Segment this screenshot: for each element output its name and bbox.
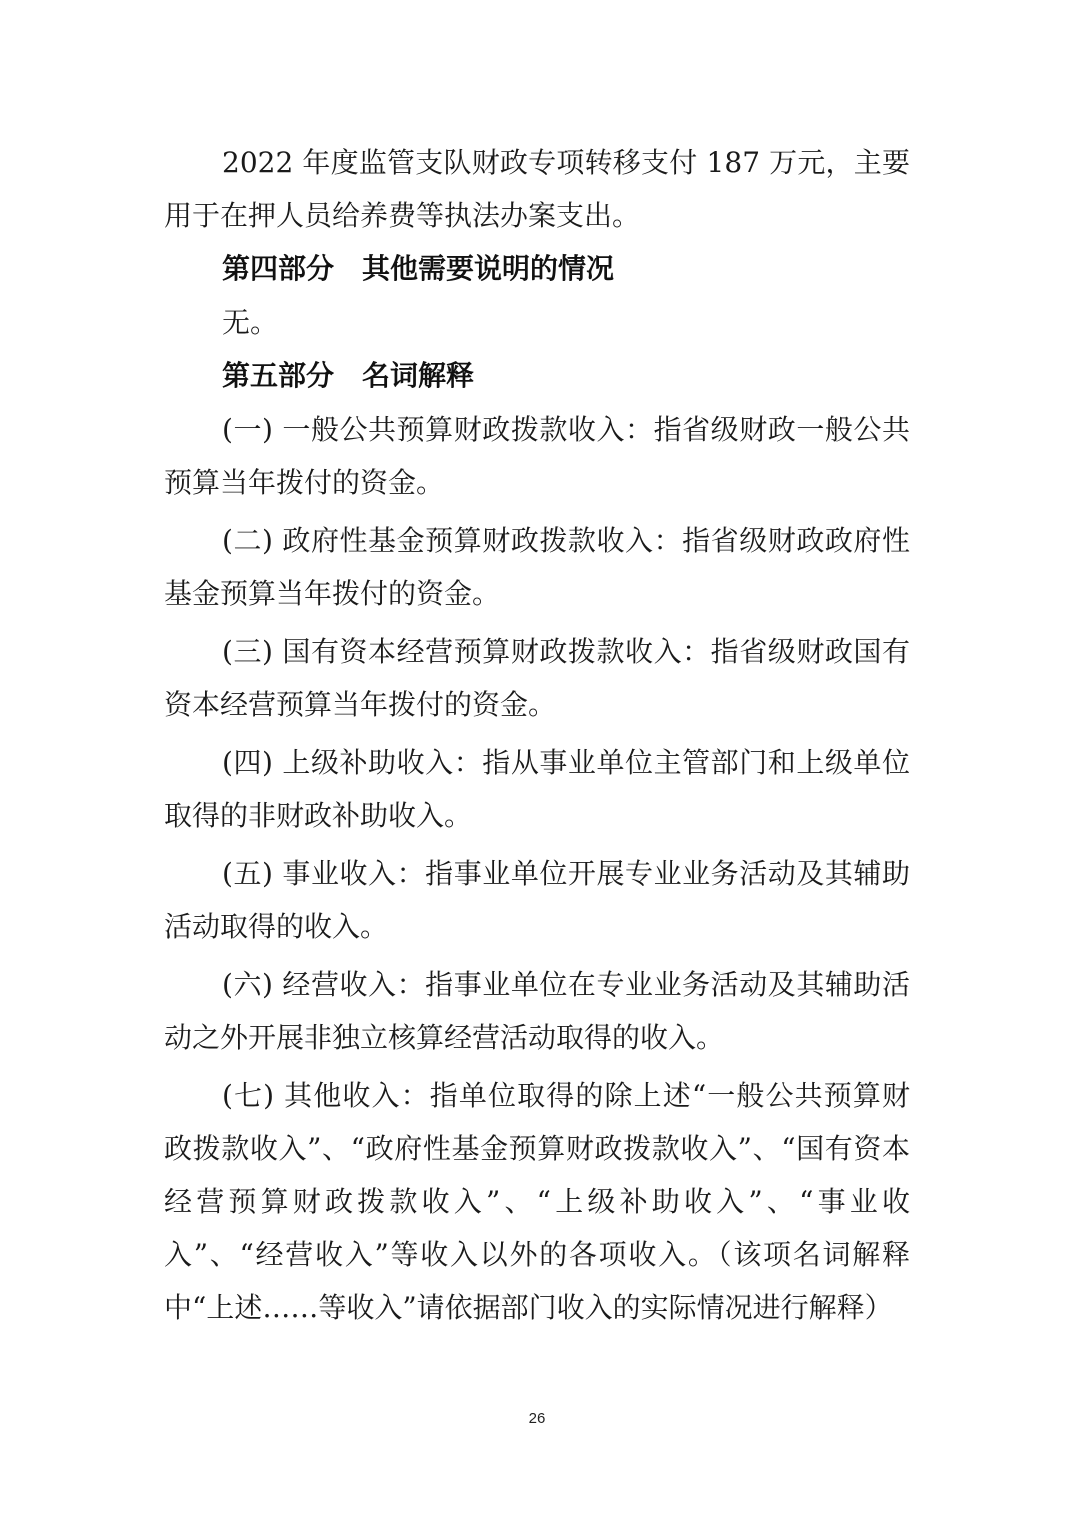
definition-operating-income: (六) 经营收入：指事业单位在专业业务活动及其辅助活动之外开展非独立核算经营活动取得的收入。: [164, 968, 910, 1054]
definition-business-income: (五) 事业收入：指事业单位开展专业业务活动及其辅助活动取得的收入。: [164, 857, 910, 943]
document-body: [164, 136, 910, 1339]
definition-general-budget-income: (一) 一般公共预算财政拨款收入：指省级财政一般公共预算当年拨付的资金。: [164, 413, 910, 499]
paragraph-transfer-payment: 2022 年度监管支队财政专项转移支付 187 万元，主要用于在押人员给养费等执法办案支出。: [164, 146, 910, 232]
section-heading-part-five: 第五部分 名词解释: [222, 359, 475, 392]
section-heading-part-four: 第四部分 其他需要说明的情况: [222, 252, 615, 285]
definition-state-capital-income: (三) 国有资本经营预算财政拨款收入：指省级财政国有资本经营预算当年拨付的资金。: [164, 635, 910, 721]
page-number: 26: [528, 1410, 546, 1427]
paragraph-none: 无。: [222, 306, 279, 339]
definition-government-fund-income: (二) 政府性基金预算财政拨款收入：指省级财政政府性基金预算当年拨付的资金。: [164, 524, 910, 610]
definition-superior-subsidy-income: (四) 上级补助收入：指从事业单位主管部门和上级单位取得的非财政补助收入。: [164, 746, 910, 832]
definition-other-income: (七) 其他收入：指单位取得的除上述“一般公共预算财政拨款收入”、“政府性基金预算财政拨款收入”、“国有资本经营预算财政拨款收入”、“上级补助收入”、“事业收入”、“经营收入”等收入以外的各项收入。（该项名词解释中“上述……等收入”请依据部门收入的实际情况进行解释）: [164, 1079, 910, 1324]
